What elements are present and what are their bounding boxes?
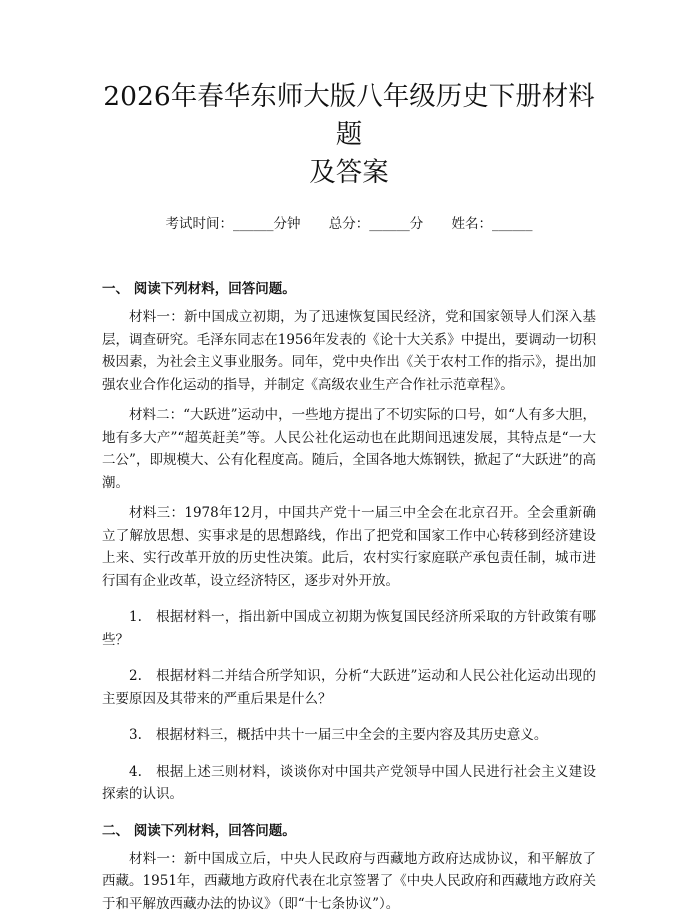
question-1 <box>102 606 596 651</box>
question-text: 根据上述三则材料，谈谈你对中国共产党领导中国人民进行社会主义建设探索的认识。 <box>102 764 596 803</box>
student-name-field: 姓名：______ <box>452 216 533 232</box>
question-number: 4. <box>129 764 142 780</box>
title-line-1: 2026年春华东师大版八年级历史下册材料题 <box>102 78 596 154</box>
section-1-heading: 一、 阅读下列材料，回答问题。 <box>102 278 596 300</box>
question-text: 根据材料二并结合所学知识，分析“大跃进”运动和人民公社化运动出现的主要原因及其带来的严重后果是什么？ <box>102 668 596 707</box>
question-text: 根据材料一，指出新中国成立初期为恢复国民经济所采取的方针政策有哪些？ <box>102 609 596 648</box>
total-score-field: 总分：______分 <box>329 216 424 232</box>
question-number: 2. <box>129 668 142 684</box>
question-text: 根据材料三，概括中共十一届三中全会的主要内容及其历史意义。 <box>156 727 548 743</box>
question-number: 3. <box>129 727 142 743</box>
exam-meta <box>102 214 596 234</box>
section-1-material-2: 材料二：“大跃进”运动中，一些地方提出了不切实际的口号，如“人有多大胆，地有多大产”“超英赶美”等。人民公社化运动也在此期间迅速发展，其特点是“一大二公”，即规模大、公有化程度高。随后，全国各地大炼钢铁，掀起了“大跃进”的高潮。 <box>102 404 596 494</box>
question-3 <box>102 724 596 747</box>
section-2-material-1: 材料一：新中国成立后，中央人民政府与西藏地方政府达成协议，和平解放了西藏。1951年，西藏地方政府代表在北京签署了《中央人民政府和西藏地方政府关于和平解放西藏办法的协议》（即“十七条协议”）。 <box>102 848 596 915</box>
document-title <box>102 78 596 192</box>
question-2 <box>102 665 596 710</box>
section-2-heading: 二、 阅读下列材料，回答问题。 <box>102 820 596 842</box>
section-1-material-1: 材料一：新中国成立初期，为了迅速恢复国民经济，党和国家领导人们深入基层，调查研究。毛泽东同志在1956年发表的《论十大关系》中提出，要调动一切积极因素，为社会主义事业服务。同年，党中央作出《关于农村工作的指示》，提出加强农业合作化运动的指导，并制定《高级农业生产合作社示范章程》。 <box>102 306 596 396</box>
title-line-2: 及答案 <box>102 154 596 192</box>
question-4 <box>102 761 596 806</box>
exam-time-field: 考试时间：______分钟 <box>165 216 300 232</box>
question-number: 1. <box>129 609 142 625</box>
section-1-material-3: 材料三：1978年12月，中国共产党十一届三中全会在北京召开。全会重新确立了解放思想、实事求是的思想路线，作出了把党和国家工作中心转移到经济建设上来、实行改革开放的历史性决策。此后，农村实行家庭联产承包责任制，城市进行国有企业改革，设立经济特区，逐步对外开放。 <box>102 502 596 592</box>
